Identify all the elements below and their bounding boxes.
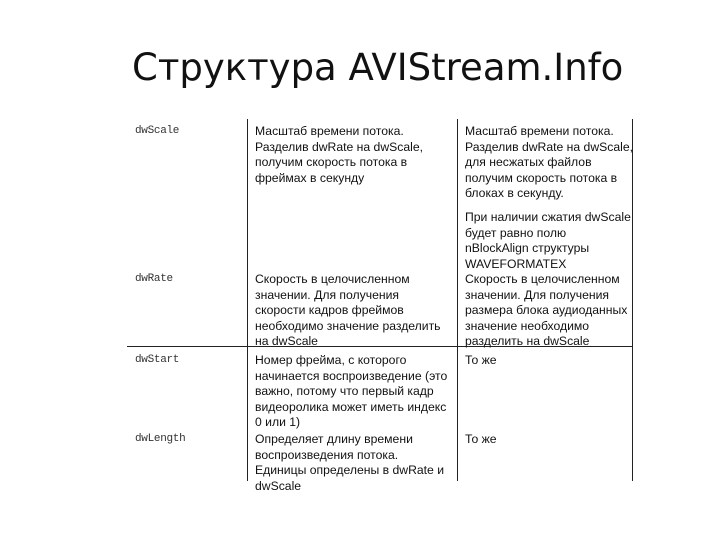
audio-description — [465, 124, 633, 272]
audio-description — [465, 272, 633, 350]
audio-paragraph: Масштаб времени потока. Разделив dwRate на dwScale, для несжатых файлов получим скорость потока в блоках в секунду. — [465, 124, 634, 201]
field-name: dwRate — [135, 273, 173, 285]
column-divider — [457, 119, 458, 481]
field-name: dwStart — [135, 354, 180, 366]
audio-paragraph: То же — [465, 353, 497, 367]
field-description: Номер фрейма, с которого начинается воспроизведение (это важно, потому что первый кадр видеоролика может иметь индекс 0 или 1) — [255, 353, 448, 430]
audio-description — [465, 432, 633, 448]
field-name: dwLength — [135, 433, 186, 445]
field-description: Скорость в целочисленном значении. Для получения скорости кадров фреймов необходимо значение разделить на dwScale — [255, 272, 441, 349]
audio-paragraph: При наличии сжатия dwScale будет равно полю nBlockAlign структуры WAVEFORMATEX — [465, 209, 631, 271]
audio-description — [465, 353, 633, 369]
audio-paragraph: То же — [465, 432, 497, 446]
field-name: dwScale — [135, 125, 180, 137]
column-divider — [247, 119, 248, 481]
field-description: Определяет длину времени воспроизведения потока. Единицы определены в dwRate и dwScale — [255, 432, 445, 493]
avistream-info-table — [127, 119, 634, 493]
field-description: Масштаб времени потока. Разделив dwRate на dwScale, получим скорость потока в фреймах в секунду — [255, 124, 424, 185]
slide-title: Структура AVIStream.Info — [132, 46, 624, 89]
audio-paragraph: Скорость в целочисленном значении. Для получения размера блока аудиоданных значение необходимо разделить на dwScale — [465, 272, 628, 349]
